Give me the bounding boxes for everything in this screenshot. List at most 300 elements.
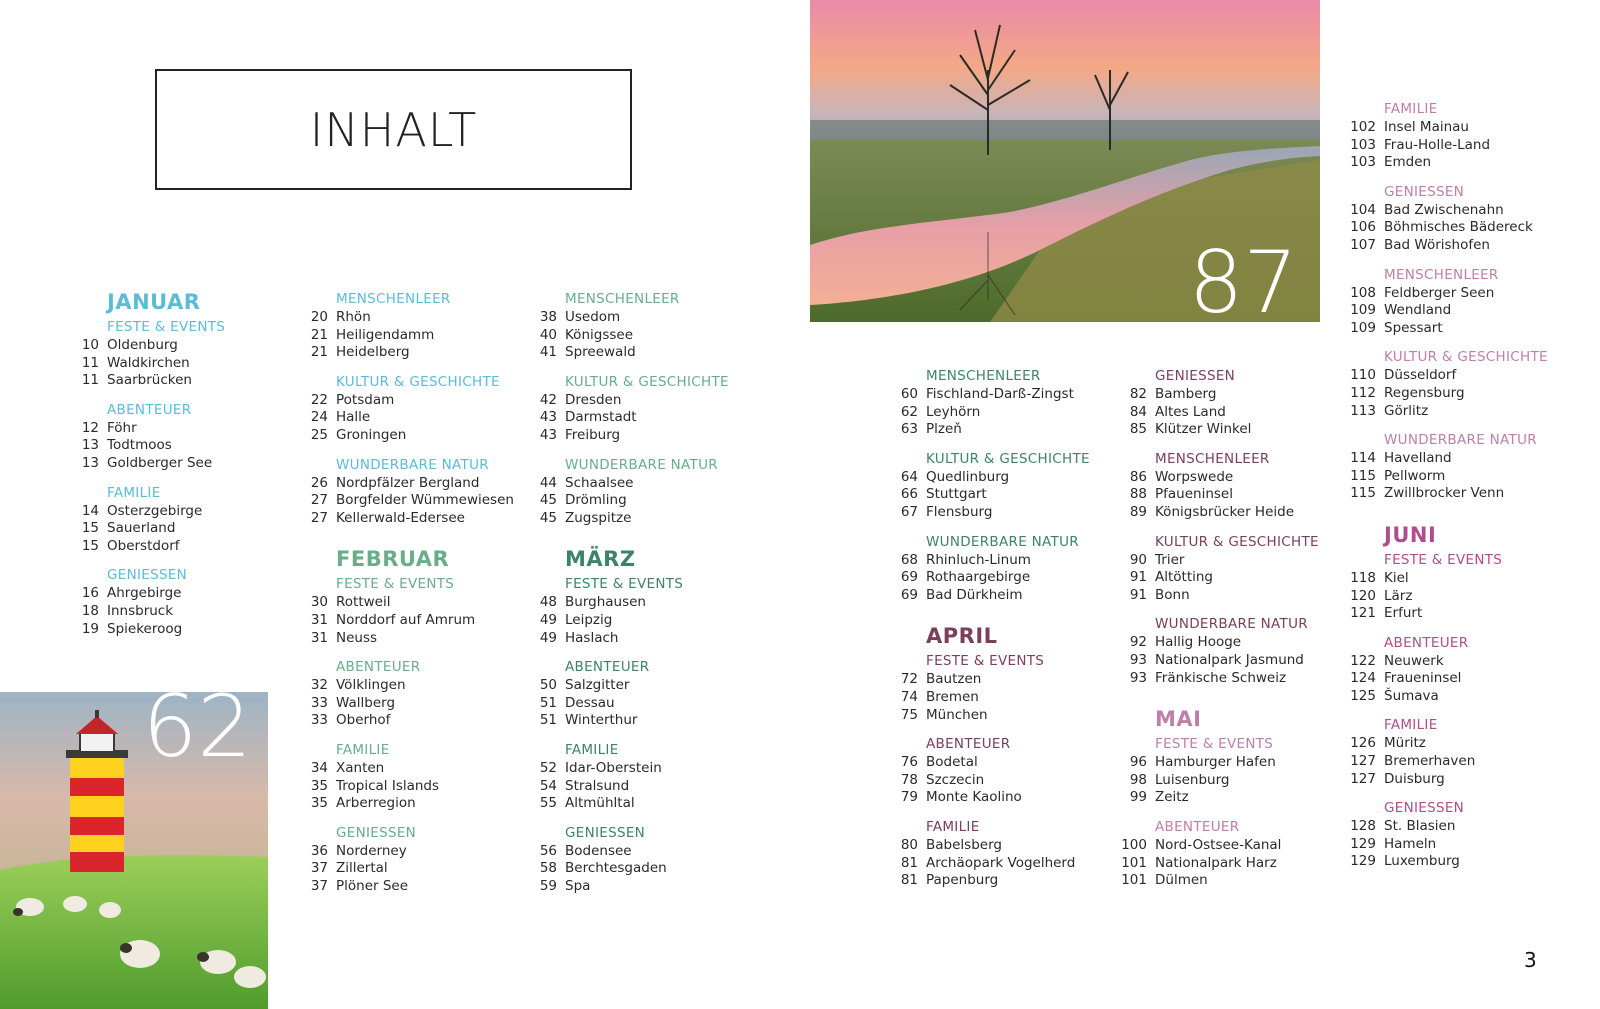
toc-entry-page: 75 — [900, 706, 918, 723]
toc-entry[interactable] — [1350, 670, 1570, 688]
category-heading: GENIESSEN — [1384, 183, 1465, 200]
toc-section — [531, 290, 751, 362]
category-heading: KULTUR & GESCHICHTE — [1384, 349, 1548, 366]
category-heading: FESTE & EVENTS — [926, 653, 1045, 670]
category-heading: FAMILIE — [1384, 101, 1438, 117]
toc-entry-title: Duisburg — [1384, 770, 1445, 787]
toc-section — [892, 622, 1112, 724]
toc-entry-title: Leyhörn — [926, 403, 981, 420]
toc-entry-page: 96 — [1129, 754, 1147, 771]
toc-entry-page: 11 — [81, 372, 99, 389]
toc-entry-title: Wendland — [1384, 302, 1452, 319]
toc-entry-title: Bamberg — [1155, 386, 1217, 402]
page-title: INHALT — [309, 102, 478, 157]
toc-entry-page: 127 — [1350, 770, 1376, 787]
toc-entry-page: 37 — [310, 877, 328, 894]
toc-entry-title: Havelland — [1384, 450, 1452, 467]
toc-entry[interactable] — [892, 552, 1112, 570]
toc-entry-title: Zillertal — [336, 860, 388, 877]
toc-entry[interactable] — [531, 778, 751, 796]
toc-entry[interactable] — [1350, 818, 1570, 836]
category-heading: KULTUR & GESCHICHTE — [336, 373, 500, 390]
toc-entry-title: Altmühltal — [565, 795, 635, 812]
toc-section — [302, 456, 522, 528]
toc-entry-page: 43 — [539, 409, 557, 426]
toc-entry[interactable] — [1350, 605, 1570, 623]
toc-section — [73, 401, 283, 473]
toc-entry-title: Spiekeroog — [107, 620, 183, 637]
toc-entry-page: 125 — [1350, 687, 1376, 704]
toc-entry-title: Norddorf auf Amrum — [336, 611, 476, 628]
toc-entry[interactable] — [1350, 853, 1570, 871]
toc-entry[interactable] — [531, 860, 751, 878]
toc-entry-page: 27 — [310, 492, 328, 509]
toc-entry-page: 40 — [539, 326, 557, 343]
toc-entry[interactable] — [892, 707, 1112, 725]
toc-entry-title: Fraueninsel — [1384, 670, 1462, 687]
toc-entry[interactable] — [1121, 754, 1341, 772]
toc-entry[interactable] — [531, 594, 751, 612]
toc-section — [73, 566, 283, 638]
toc-entry[interactable] — [531, 392, 751, 410]
toc-entry-title: Winterthur — [565, 712, 638, 729]
category-heading: GENIESSEN — [1384, 800, 1465, 817]
toc-entry-page: 38 — [539, 309, 557, 325]
toc-entry-page: 30 — [310, 594, 328, 611]
toc-entry[interactable] — [892, 872, 1112, 890]
photo-page-number-62: 62 — [142, 692, 252, 777]
toc-entry[interactable] — [302, 878, 522, 896]
toc-entry[interactable] — [892, 689, 1112, 707]
category-heading: FAMILIE — [107, 484, 161, 501]
category-heading: ABENTEUER — [336, 659, 421, 676]
toc-entry[interactable] — [1350, 836, 1570, 854]
toc-section — [531, 545, 751, 647]
toc-section — [531, 824, 751, 896]
toc-entry[interactable] — [73, 420, 283, 438]
toc-entry[interactable] — [892, 671, 1112, 689]
toc-entry[interactable] — [73, 372, 283, 390]
toc-entry-title: Worpswede — [1155, 468, 1234, 485]
toc-column-6 — [1350, 100, 1570, 882]
toc-entry[interactable] — [302, 510, 522, 528]
toc-entry[interactable] — [1350, 219, 1570, 237]
toc-entry[interactable] — [531, 677, 751, 695]
toc-entry[interactable] — [1121, 772, 1341, 790]
toc-entry[interactable] — [1350, 154, 1570, 172]
toc-entry-page: 63 — [900, 421, 918, 438]
toc-entry-title: Dresden — [565, 391, 622, 408]
toc-entry[interactable] — [1350, 688, 1570, 706]
toc-entry[interactable] — [531, 309, 751, 327]
toc-entry-title: Trier — [1155, 551, 1185, 568]
toc-entry-page: 129 — [1350, 835, 1376, 852]
toc-entry[interactable] — [302, 344, 522, 362]
toc-entry-title: Neuwerk — [1384, 652, 1444, 669]
toc-entry-title: Norderney — [336, 842, 407, 859]
toc-entry[interactable] — [531, 695, 751, 713]
toc-entry-title: Bad Wörishofen — [1384, 236, 1490, 253]
toc-entry[interactable] — [302, 677, 522, 695]
toc-entry-title: Papenburg — [926, 872, 999, 889]
toc-entry-title: Bonn — [1155, 586, 1190, 603]
toc-entry-page: 121 — [1350, 605, 1376, 622]
toc-entry-title: Oldenburg — [107, 337, 178, 353]
toc-entry[interactable] — [892, 486, 1112, 504]
toc-entry[interactable] — [1121, 486, 1341, 504]
toc-section — [892, 735, 1112, 807]
toc-entry[interactable] — [1121, 670, 1341, 688]
toc-entry-page: 114 — [1350, 450, 1376, 467]
toc-entry[interactable] — [892, 504, 1112, 522]
toc-entry-title: Berchtesgaden — [565, 860, 667, 877]
toc-entry[interactable] — [1121, 421, 1341, 439]
toc-entry-title: Altes Land — [1155, 403, 1226, 420]
toc-section — [1121, 367, 1341, 439]
lighthouse-photo — [0, 692, 268, 1009]
toc-entry[interactable] — [302, 778, 522, 796]
toc-entry[interactable] — [1350, 485, 1570, 503]
toc-entry-page: 14 — [81, 502, 99, 519]
toc-entry[interactable] — [1121, 386, 1341, 404]
toc-entry[interactable] — [531, 760, 751, 778]
toc-entry[interactable] — [302, 843, 522, 861]
toc-entry-page: 84 — [1129, 403, 1147, 420]
toc-entry[interactable] — [302, 760, 522, 778]
category-heading: WUNDERBARE NATUR — [1384, 432, 1537, 449]
toc-entry-title: Völklingen — [336, 677, 406, 694]
toc-entry-title: Osterzgebirge — [107, 502, 203, 519]
toc-entry[interactable] — [892, 789, 1112, 807]
toc-entry-page: 10 — [81, 337, 99, 353]
toc-section — [531, 373, 751, 445]
toc-entry-page: 115 — [1350, 485, 1376, 502]
toc-entry-title: Salzgitter — [565, 677, 630, 694]
category-heading: ABENTEUER — [1384, 634, 1469, 651]
toc-entry-title: Dülmen — [1155, 872, 1208, 889]
toc-entry[interactable] — [531, 795, 751, 813]
toc-entry[interactable] — [1121, 789, 1341, 807]
toc-entry-page: 109 — [1350, 302, 1376, 319]
toc-entry[interactable] — [531, 878, 751, 896]
toc-entry[interactable] — [302, 475, 522, 493]
toc-entry-page: 35 — [310, 777, 328, 794]
toc-entry[interactable] — [302, 795, 522, 813]
toc-entry-page: 48 — [539, 594, 557, 611]
toc-entry[interactable] — [1121, 855, 1341, 873]
toc-entry[interactable] — [73, 503, 283, 521]
toc-entry[interactable] — [1121, 469, 1341, 487]
toc-entry[interactable] — [1121, 404, 1341, 422]
toc-entry[interactable] — [73, 337, 283, 355]
toc-entry[interactable] — [302, 492, 522, 510]
toc-entry[interactable] — [1350, 302, 1570, 320]
toc-entry[interactable] — [531, 612, 751, 630]
toc-entry-title: Arberregion — [336, 795, 416, 812]
toc-entry-title: Kellerwald-Edersee — [336, 509, 465, 526]
toc-entry[interactable] — [302, 409, 522, 427]
toc-entry-title: Pfaueninsel — [1155, 486, 1233, 503]
toc-entry-title: Schaalsee — [565, 474, 634, 491]
toc-entry[interactable] — [1350, 468, 1570, 486]
toc-entry[interactable] — [302, 309, 522, 327]
toc-section — [302, 824, 522, 896]
toc-section — [73, 288, 283, 390]
toc-entry[interactable] — [302, 630, 522, 648]
toc-entry-page: 58 — [539, 860, 557, 877]
toc-entry-title: Halle — [336, 409, 371, 426]
toc-entry-title: Stuttgart — [926, 486, 987, 503]
toc-entry[interactable] — [1350, 367, 1570, 385]
toc-entry[interactable] — [531, 843, 751, 861]
toc-entry-title: Szczecin — [926, 771, 985, 788]
toc-entry[interactable] — [1350, 753, 1570, 771]
toc-entry-page: 45 — [539, 509, 557, 526]
toc-entry[interactable] — [531, 510, 751, 528]
toc-entry[interactable] — [1121, 569, 1341, 587]
toc-entry-page: 13 — [81, 437, 99, 454]
toc-entry-page: 15 — [81, 520, 99, 537]
toc-entry-page: 20 — [310, 309, 328, 325]
toc-entry-title: Königsbrücker Heide — [1155, 503, 1295, 520]
toc-entry-title: Görlitz — [1384, 402, 1429, 419]
toc-entry[interactable] — [1350, 119, 1570, 137]
toc-entry-title: Usedom — [565, 309, 621, 325]
toc-entry[interactable] — [73, 538, 283, 556]
category-heading: MENSCHENLEER — [926, 368, 1041, 384]
toc-entry[interactable] — [531, 475, 751, 493]
toc-entry-title: Oberstdorf — [107, 537, 180, 554]
toc-entry[interactable] — [892, 469, 1112, 487]
toc-entry-title: Nationalpark Harz — [1155, 854, 1277, 871]
toc-entry[interactable] — [892, 855, 1112, 873]
toc-entry-title: Nationalpark Jasmund — [1155, 651, 1304, 668]
toc-section — [1121, 533, 1341, 605]
toc-entry-title: Burghausen — [565, 594, 646, 611]
toc-entry-title: St. Blasien — [1384, 818, 1456, 835]
toc-entry[interactable] — [1350, 570, 1570, 588]
toc-entry-page: 52 — [539, 759, 557, 776]
toc-entry-title: Xanten — [336, 759, 385, 776]
toc-entry-page: 128 — [1350, 818, 1376, 835]
toc-entry[interactable] — [531, 427, 751, 445]
toc-entry-title: Klützer Winkel — [1155, 421, 1252, 438]
toc-entry-title: Archäopark Vogelherd — [926, 854, 1076, 871]
toc-entry[interactable] — [1121, 652, 1341, 670]
toc-entry-title: Rothaargebirge — [926, 569, 1031, 586]
toc-entry-page: 90 — [1129, 551, 1147, 568]
toc-entry[interactable] — [1121, 837, 1341, 855]
toc-entry[interactable] — [892, 386, 1112, 404]
toc-entry-page: 74 — [900, 688, 918, 705]
toc-entry[interactable] — [1350, 237, 1570, 255]
toc-entry[interactable] — [73, 603, 283, 621]
toc-entry[interactable] — [531, 409, 751, 427]
toc-entry-title: Feldberger Seen — [1384, 284, 1495, 301]
toc-section — [302, 741, 522, 813]
toc-entry-title: Zwillbrocker Venn — [1384, 485, 1505, 502]
toc-entry-title: Fischland-Darß-Zingst — [926, 386, 1074, 402]
toc-entry-title: Böhmisches Bädereck — [1384, 219, 1533, 236]
toc-entry[interactable] — [892, 421, 1112, 439]
month-heading: APRIL — [926, 624, 998, 649]
toc-entry[interactable] — [531, 630, 751, 648]
category-heading: KULTUR & GESCHICHTE — [926, 450, 1090, 467]
toc-entry-title: Altötting — [1155, 569, 1214, 586]
toc-entry-page: 107 — [1350, 236, 1376, 253]
toc-entry-page: 59 — [539, 877, 557, 894]
toc-entry-title: Rottweil — [336, 594, 391, 611]
category-heading: MENSCHENLEER — [1384, 266, 1499, 283]
toc-entry[interactable] — [302, 427, 522, 445]
toc-entry[interactable] — [531, 344, 751, 362]
toc-entry-page: 16 — [81, 585, 99, 602]
toc-entry[interactable] — [1350, 771, 1570, 789]
toc-entry-title: Spa — [565, 877, 591, 894]
toc-entry[interactable] — [531, 712, 751, 730]
toc-entry[interactable] — [302, 860, 522, 878]
toc-entry[interactable] — [302, 695, 522, 713]
toc-entry-page: 106 — [1350, 219, 1376, 236]
toc-entry-page: 25 — [310, 426, 328, 443]
toc-entry[interactable] — [1121, 634, 1341, 652]
toc-entry-page: 98 — [1129, 771, 1147, 788]
toc-entry[interactable] — [302, 594, 522, 612]
category-heading: WUNDERBARE NATUR — [336, 456, 489, 473]
toc-entry-page: 56 — [539, 842, 557, 859]
toc-entry-page: 55 — [539, 795, 557, 812]
toc-entry[interactable] — [73, 355, 283, 373]
toc-section — [73, 484, 283, 556]
toc-entry-page: 104 — [1350, 201, 1376, 218]
toc-entry-title: Potsdam — [336, 391, 395, 408]
toc-entry[interactable] — [1350, 385, 1570, 403]
toc-section — [1350, 634, 1570, 706]
toc-entry[interactable] — [1350, 137, 1570, 155]
toc-entry[interactable] — [1350, 285, 1570, 303]
toc-entry-title: Bodetal — [926, 754, 978, 771]
toc-entry-page: 79 — [900, 789, 918, 806]
toc-entry-title: Erfurt — [1384, 605, 1423, 622]
toc-entry-page: 82 — [1129, 386, 1147, 402]
month-heading: JANUAR — [107, 290, 201, 314]
toc-entry-title: Pellworm — [1384, 467, 1446, 484]
toc-entry-page: 69 — [900, 569, 918, 586]
category-heading: GENIESSEN — [1155, 368, 1236, 384]
toc-entry-page: 26 — [310, 474, 328, 491]
toc-section — [302, 290, 522, 362]
toc-entry-page: 33 — [310, 712, 328, 729]
toc-entry[interactable] — [73, 520, 283, 538]
toc-entry-page: 129 — [1350, 853, 1376, 870]
toc-entry[interactable] — [73, 621, 283, 639]
toc-entry-title: Heiligendamm — [336, 326, 435, 343]
toc-entry[interactable] — [1350, 588, 1570, 606]
toc-entry[interactable] — [1121, 587, 1341, 605]
toc-entry[interactable] — [73, 437, 283, 455]
toc-entry[interactable] — [302, 612, 522, 630]
toc-entry-page: 93 — [1129, 651, 1147, 668]
category-heading: KULTUR & GESCHICHTE — [565, 373, 729, 390]
toc-entry-page: 126 — [1350, 735, 1376, 752]
toc-entry[interactable] — [892, 754, 1112, 772]
toc-entry[interactable] — [892, 772, 1112, 790]
toc-entry[interactable] — [531, 327, 751, 345]
toc-entry[interactable] — [1121, 872, 1341, 890]
toc-entry[interactable] — [1350, 450, 1570, 468]
toc-entry-title: Bad Zwischenahn — [1384, 201, 1504, 218]
toc-entry-title: Föhr — [107, 419, 137, 436]
toc-entry[interactable] — [302, 392, 522, 410]
toc-entry-title: Spreewald — [565, 344, 636, 361]
toc-entry-title: Königssee — [565, 326, 633, 343]
toc-section — [1350, 799, 1570, 871]
toc-entry-page: 100 — [1121, 836, 1147, 853]
toc-entry-page: 69 — [900, 586, 918, 603]
toc-entry-title: Bremerhaven — [1384, 753, 1476, 770]
toc-entry[interactable] — [1350, 320, 1570, 338]
toc-entry-page: 41 — [539, 344, 557, 361]
toc-entry-page: 103 — [1350, 136, 1376, 153]
toc-entry[interactable] — [892, 837, 1112, 855]
toc-entry-title: Nordpfälzer Bergland — [336, 474, 480, 491]
category-heading: FAMILIE — [1384, 717, 1438, 734]
toc-entry[interactable] — [1121, 504, 1341, 522]
toc-entry-page: 68 — [900, 551, 918, 568]
toc-entry[interactable] — [73, 585, 283, 603]
toc-entry[interactable] — [892, 569, 1112, 587]
toc-entry-page: 49 — [539, 629, 557, 646]
toc-entry-title: Hallig Hooge — [1155, 634, 1242, 651]
toc-entry-page: 115 — [1350, 467, 1376, 484]
category-heading: GENIESSEN — [107, 567, 188, 584]
toc-entry-page: 93 — [1129, 669, 1147, 686]
toc-entry[interactable] — [302, 712, 522, 730]
toc-section — [302, 658, 522, 730]
month-heading: MAI — [1155, 707, 1202, 732]
toc-entry-title: Bremen — [926, 688, 979, 705]
toc-section — [1350, 266, 1570, 338]
toc-entry-title: Insel Mainau — [1384, 119, 1469, 135]
toc-entry[interactable] — [892, 404, 1112, 422]
toc-entry-title: Drömling — [565, 492, 627, 509]
category-heading: MENSCHENLEER — [336, 291, 451, 307]
toc-entry[interactable] — [1350, 403, 1570, 421]
toc-entry[interactable] — [531, 492, 751, 510]
toc-entry[interactable] — [1350, 653, 1570, 671]
toc-entry-title: Borgfelder Wümmewiesen — [336, 492, 514, 509]
toc-entry[interactable] — [1350, 735, 1570, 753]
toc-entry-page: 31 — [310, 611, 328, 628]
toc-entry-page: 62 — [900, 403, 918, 420]
toc-section — [1350, 183, 1570, 255]
toc-entry-title: Neuss — [336, 629, 378, 646]
toc-entry[interactable] — [892, 587, 1112, 605]
toc-entry[interactable] — [1350, 202, 1570, 220]
toc-entry[interactable] — [1121, 552, 1341, 570]
toc-entry-page: 36 — [310, 842, 328, 859]
category-heading: WUNDERBARE NATUR — [926, 533, 1079, 550]
month-heading: MÄRZ — [565, 547, 636, 572]
toc-entry[interactable] — [302, 327, 522, 345]
category-heading: FESTE & EVENTS — [107, 319, 226, 335]
toc-section — [531, 741, 751, 813]
toc-entry[interactable] — [73, 455, 283, 473]
category-heading: ABENTEUER — [565, 659, 650, 676]
category-heading: FESTE & EVENTS — [336, 576, 455, 593]
category-heading: FAMILIE — [336, 741, 390, 758]
category-heading: FAMILIE — [926, 818, 980, 835]
